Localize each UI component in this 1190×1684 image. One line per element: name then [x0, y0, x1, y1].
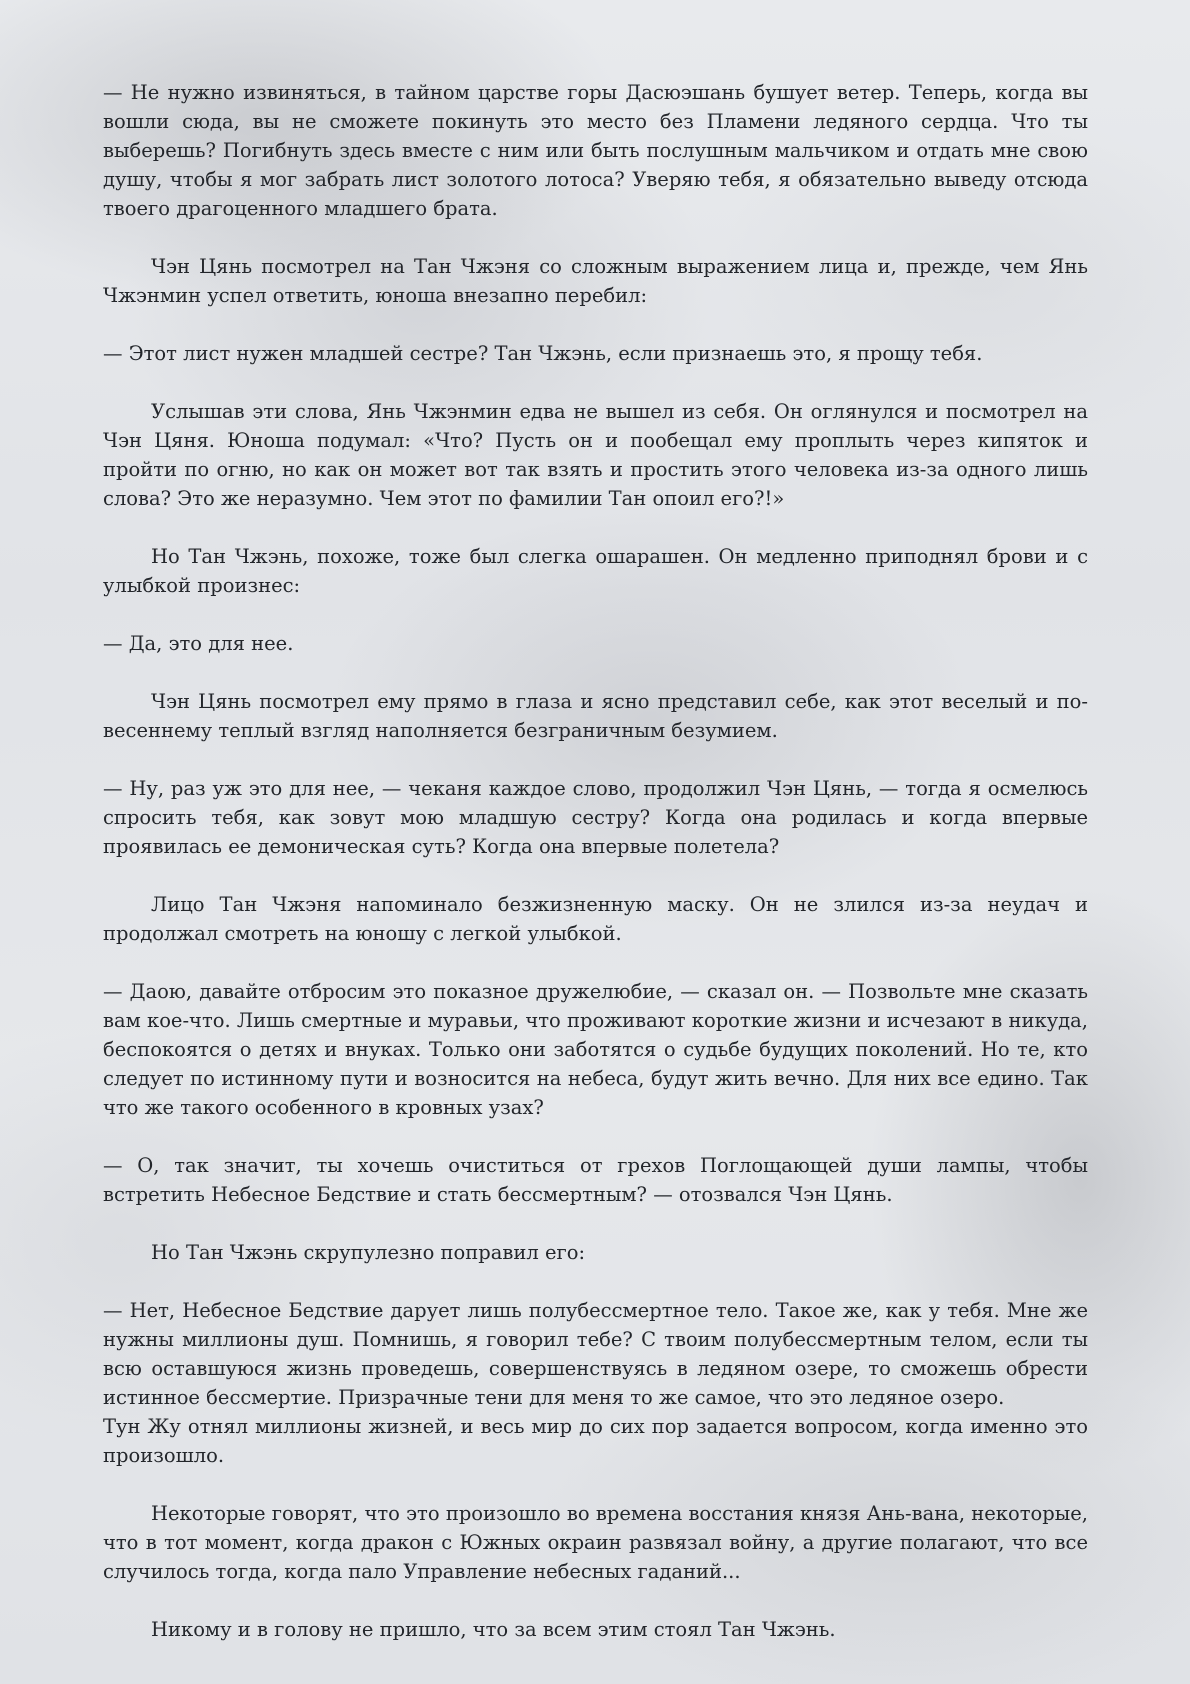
- paragraph-5: Но Тан Чжэнь, похоже, тоже был слегка ошарашен. Он медленно приподнял брови и с улыбкой произнес:: [103, 545, 1088, 597]
- paragraph-2: Чэн Цянь посмотрел на Тан Чжэня со сложным выражением лица и, прежде, чем Янь Чжэнмин успел ответить, юноша внезапно перебил:: [103, 255, 1088, 307]
- paragraph-15: Никому и в голову не пришло, что за всем этим стоял Тан Чжэнь.: [151, 1618, 836, 1641]
- paragraph-10: — Даою, давайте отбросим это показное дружелюбие, — сказал он. — Позвольте мне сказать вам кое-что. Лишь смертные и муравьи, что проживают короткие жизни и исчезают в никуда, беспокоятся о детях и внуках. Только они заботятся о судьбе будущих поколений. Но те, кто следует по истинному пути и возносится на небеса, будут жить вечно. Для них все едино. Так что же такого особенного в кровных узах?: [103, 980, 1088, 1119]
- paragraph-1: — Не нужно извиняться, в тайном царстве горы Дасюэшань бушует ветер. Теперь, когда вы вошли сюда, вы не сможете покинуть это место без Пламени ледяного сердца. Что ты выберешь? Погибнуть здесь вместе с ним или быть послушным мальчиком и отдать мне свою душу, чтобы я мог забрать лист золотого лотоса? Уверяю тебя, я обязательно выведу отсюда твоего драгоценного младшего брата.: [103, 81, 1088, 220]
- paragraph-8: — Ну, раз уж это для нее, — чеканя каждое слово, продолжил Чэн Цянь, — тогда я осмелюсь спросить тебя, как зовут мою младшую сестру? Когда она родилась и когда впервые проявилась ее демоническая суть? Когда она впервые полетела?: [103, 777, 1088, 858]
- paragraph-9: Лицо Тан Чжэня напоминало безжизненную маску. Он не злился из-за неудач и продолжал смотреть на юношу с легкой улыбкой.: [103, 893, 1088, 945]
- paragraph-7: Чэн Цянь посмотрел ему прямо в глаза и ясно представил себе, как этот веселый и по-весеннему теплый взгляд наполняется безграничным безумием.: [103, 690, 1088, 742]
- paragraph-13: — Нет, Небесное Бедствие дарует лишь полубессмертное тело. Такое же, как у тебя. Мне же нужны миллионы душ. Помнишь, я говорил тебе? С твоим полубессмертным телом, если ты всю оставшуюся жизнь проведешь, совершенствуясь в ледяном озере, то сможешь обрести истинное бессмертие. Призрачные тени для меня то же самое, что это ледяное озеро. Тун Жу отнял миллионы жизней, и весь мир до сих пор задается вопросом, когда именно это произошло.: [103, 1299, 1088, 1467]
- document-page: [103, 78, 1088, 1644]
- paragraph-6: — Да, это для нее.: [103, 632, 294, 655]
- paragraph-14: Некоторые говорят, что это произошло во времена восстания князя Ань-вана, некоторые, что в тот момент, когда дракон с Южных окраин развязал войну, а другие полагают, что все случилось тогда, когда пало Управление небесных гаданий...: [103, 1502, 1088, 1583]
- paragraph-4: Услышав эти слова, Янь Чжэнмин едва не вышел из себя. Он оглянулся и посмотрел на Чэн Цяня. Юноша подумал: «Что? Пусть он и пообещал ему проплыть через кипяток и пройти по огню, но как он может вот так взять и простить этого человека из-за одного лишь слова? Это же неразумно. Чем этот по фамилии Тан опоил его?!»: [103, 400, 1088, 510]
- paragraph-12: Но Тан Чжэнь скрупулезно поправил его:: [151, 1241, 586, 1264]
- paragraph-11: — О, так значит, ты хочешь очиститься от грехов Поглощающей души лампы, чтобы встретить Небесное Бедствие и стать бессмертным? — отозвался Чэн Цянь.: [103, 1154, 1088, 1206]
- paragraph-3: — Этот лист нужен младшей сестре? Тан Чжэнь, если признаешь это, я прощу тебя.: [103, 342, 983, 365]
